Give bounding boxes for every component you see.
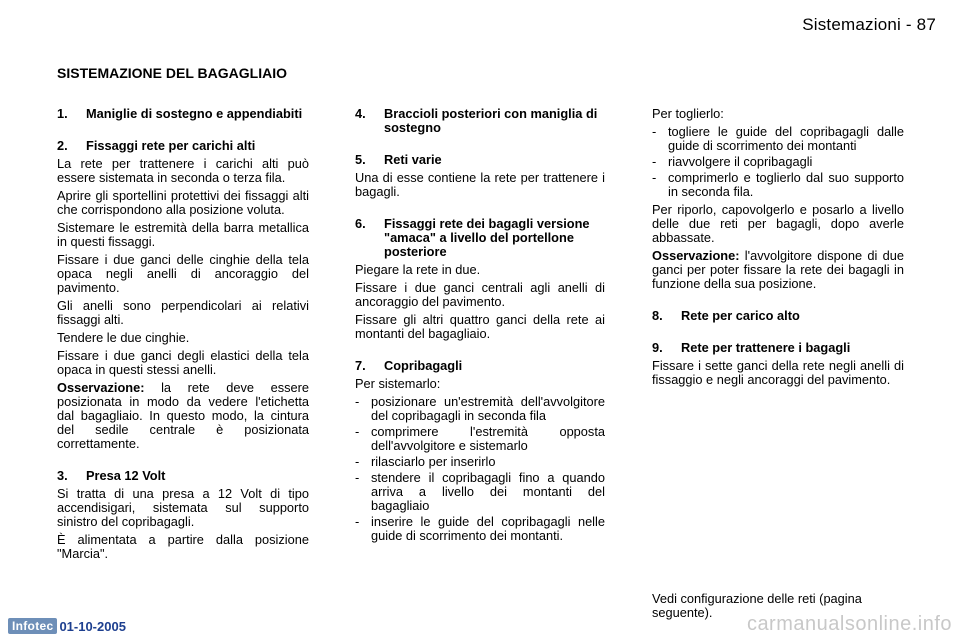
note-label: Osservazione: — [57, 380, 145, 395]
paragraph: Sistemare le estremità della barra metallica in questi fissaggi. — [57, 220, 309, 249]
heading-3: 3. Presa 12 Volt — [57, 468, 166, 483]
paragraph: Fissare i due ganci centrali agli anelli di ancoraggio del pavimento. — [355, 280, 605, 309]
heading-6: 6. Fissaggi rete dei bagagli versione "amaca" a livello del portellone posteriore — [355, 216, 590, 259]
paragraph: Per sistemarlo: — [355, 376, 441, 391]
paragraph: Fissare gli altri quattro ganci della rete ai montanti del bagagliaio. — [355, 312, 605, 341]
heading-2: 2. Fissaggi rete per carichi alti — [57, 138, 256, 153]
note-paragraph — [57, 381, 309, 451]
list-item: - inserire le guide del copribagagli nelle guide di scorrimento dei montanti. — [355, 515, 605, 543]
list-item: - riavvolgere il copribagagli — [652, 155, 904, 169]
paragraph: Gli anelli sono perpendicolari ai relativi fissaggi alti. — [57, 298, 309, 327]
note-text: la rete deve essere posizionata in modo da vedere l'etichetta dal bagagliaio. In questo modo, la cintura del sedile centrale è posizionata correttamente. — [57, 380, 309, 451]
paragraph: Per riporlo, capovolgerlo e posarlo a livello delle due reti per bagagli, dopo averle abbassate. — [652, 202, 904, 245]
heading-5: 5. Reti varie — [355, 152, 442, 167]
bottom-note: Vedi configurazione delle reti (pagina seguente). — [652, 591, 862, 620]
list-item: - togliere le guide del copribagagli dalle guide di scorrimento dei montanti — [652, 125, 904, 153]
paragraph: Piegare la rete in due. — [355, 262, 481, 277]
note-paragraph — [652, 249, 904, 291]
dash-list — [652, 125, 904, 199]
heading-9: 9. Rete per trattenere i bagagli — [652, 340, 851, 355]
heading-7: 7. Copribagagli — [355, 358, 463, 373]
heading-4: 4. Braccioli posteriori con maniglia di sostegno — [355, 106, 598, 135]
paragraph: Una di esse contiene la rete per trattenere i bagagli. — [355, 170, 605, 199]
note-label: Osservazione: — [652, 248, 740, 263]
page-header: Sistemazioni - 87 — [802, 15, 936, 34]
paragraph: È alimentata a partire dalla posizione "Marcia". — [57, 532, 309, 561]
list-item: - rilasciarlo per inserirlo — [355, 455, 605, 469]
column-2 — [355, 107, 605, 547]
list-item: - posizionare un'estremità dell'avvolgitore del copribagagli in seconda fila — [355, 395, 605, 423]
list-item: - comprimerlo e toglierlo dal suo supporto in seconda fila. — [652, 171, 904, 199]
column-3 — [652, 107, 904, 391]
infotec-logo: Infotec — [8, 618, 57, 634]
footer — [8, 618, 126, 634]
paragraph: Fissare i due ganci delle cinghie della tela opaca negli anelli di ancoraggio del pavimento. — [57, 252, 309, 295]
paragraph: Per toglierlo: — [652, 106, 724, 121]
note-text: l'avvolgitore dispone di due ganci per poter fissare la rete dei bagagli in funzione della sua posizione. — [652, 248, 904, 291]
paragraph: La rete per trattenere i carichi alti può essere sistemata in seconda o terza fila. — [57, 156, 309, 185]
list-item: - stendere il copribagagli fino a quando arriva a livello dei montanti del bagagliaio — [355, 471, 605, 513]
heading-8: 8. Rete per carico alto — [652, 308, 800, 323]
paragraph: Fissare i due ganci degli elastici della tela opaca in questi stessi anelli. — [57, 348, 309, 377]
paragraph: Si tratta di una presa a 12 Volt di tipo accendisigari, sistemata sul supporto sinistro del copribagagli. — [57, 486, 309, 529]
list-item: - comprimere l'estremità opposta dell'avvolgitore e sistemarlo — [355, 425, 605, 453]
section-title: SISTEMAZIONE DEL BAGAGLIAIO — [57, 65, 287, 81]
column-1 — [57, 107, 309, 565]
paragraph: Tendere le due cinghie. — [57, 330, 190, 345]
paragraph: Fissare i sette ganci della rete negli anelli di fissaggio e negli ancoraggi del pavimento. — [652, 358, 904, 387]
watermark: carmanualsonline.info — [746, 613, 952, 635]
heading-1: 1. Maniglie di sostegno e appendiabiti — [57, 106, 303, 121]
paragraph: Aprire gli sportellini protettivi dei fissaggi alti che corrispondono alla posizione voluta. — [57, 188, 309, 217]
dash-list — [355, 395, 605, 543]
footer-date: 01-10-2005 — [59, 618, 126, 634]
